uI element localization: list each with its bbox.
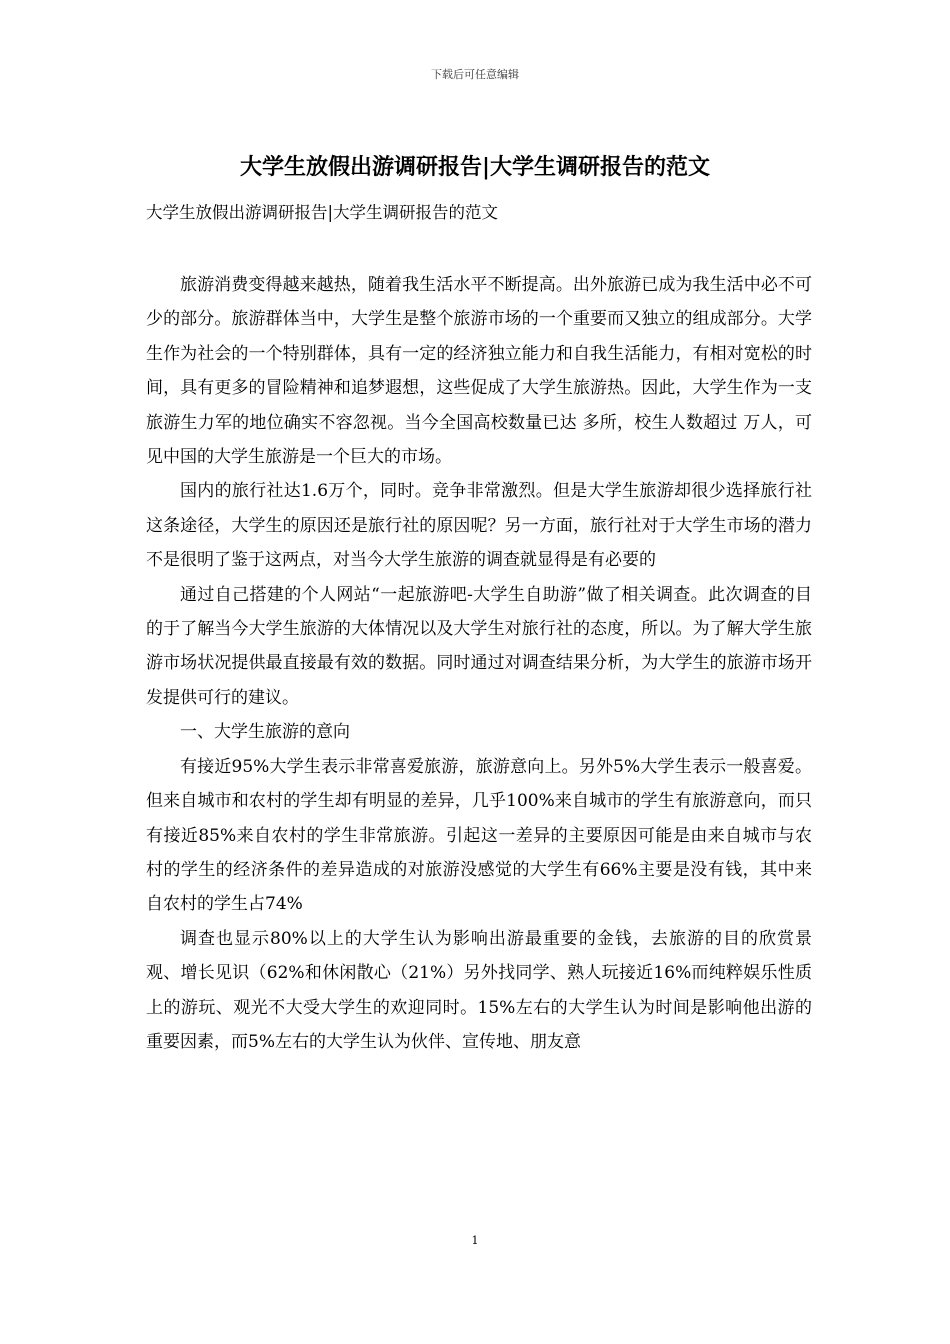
- section-heading-travel-intent: 一、大学生旅游的意向: [180, 722, 350, 743]
- document-title: 大学生放假出游调研报告|大学生调研报告的范文: [239, 154, 710, 180]
- paragraph-survey-findings: 调查也显示80%以上的大学生认为影响出游最重要的金钱，去旅游的目的欣赏景观、增长见识（62%和休闲散心（21%）另外找同学、熟人玩接近16%而纯粹娱乐性质上的游玩、观光不大受大学生的欢迎同时。15%左右的大学生认为时间是影响他出游的重要因素，而5%左右的大学生认为伙伴、宣传地、朋友意: [146, 928, 812, 1052]
- page-header-note: 下载后可任意编辑: [431, 68, 519, 81]
- paragraph-travel-intent: 有接近95%大学生表示非常喜爱旅游，旅游意向上。另外5%大学生表示一般喜爱。但来自城市和农村的学生却有明显的差异，几乎100%来自城市的学生有旅游意向，而只有接近85%来自农村的学生非常旅游。引起这一差异的主要原因可能是由来自城市与农村的学生的经济条件的差异造成的对旅游没感觉的大学生有66%主要是没有钱，其中来自农村的学生占74%: [146, 756, 812, 915]
- document-body: [146, 268, 812, 1059]
- paragraph-travel-agencies: 国内的旅行社达1.6万个，同时。竞争非常激烈。但是大学生旅游却很少选择旅行社这条途径，大学生的原因还是旅行社的原因呢？另一方面，旅行社对于大学生市场的潜力不是很明了鉴于这两点，对当今大学生旅游的调查就显得是有必要的: [146, 481, 812, 571]
- page-number: 1: [471, 1234, 479, 1247]
- paragraph-survey-method: 通过自己搭建的个人网站“一起旅游吧-大学生自助游”做了相关调查。此次调查的目的于了解当今大学生旅游的大体情况以及大学生对旅行社的态度，所以。为了解大学生旅游市场状况提供最直接最有效的数据。同时通过对调查结果分析，为大学生的旅游市场开发提供可行的建议。: [146, 584, 812, 708]
- document-subtitle: 大学生放假出游调研报告|大学生调研报告的范文: [146, 203, 499, 222]
- paragraph-intro: 旅游消费变得越来越热，随着我生活水平不断提高。出外旅游已成为我生活中必不可少的部分。旅游群体当中，大学生是整个旅游市场的一个重要而又独立的组成部分。大学生作为社会的一个特别群体，具有一定的经济独立能力和自我生活能力，有相对宽松的时间，具有更多的冒险精神和追梦遐想，这些促成了大学生旅游热。因此，大学生作为一支旅游生力军的地位确实不容忽视。当今全国高校数量已达 多所，校生人数超过 万人，可见中国的大学生旅游是一个巨大的市场。: [146, 275, 812, 468]
